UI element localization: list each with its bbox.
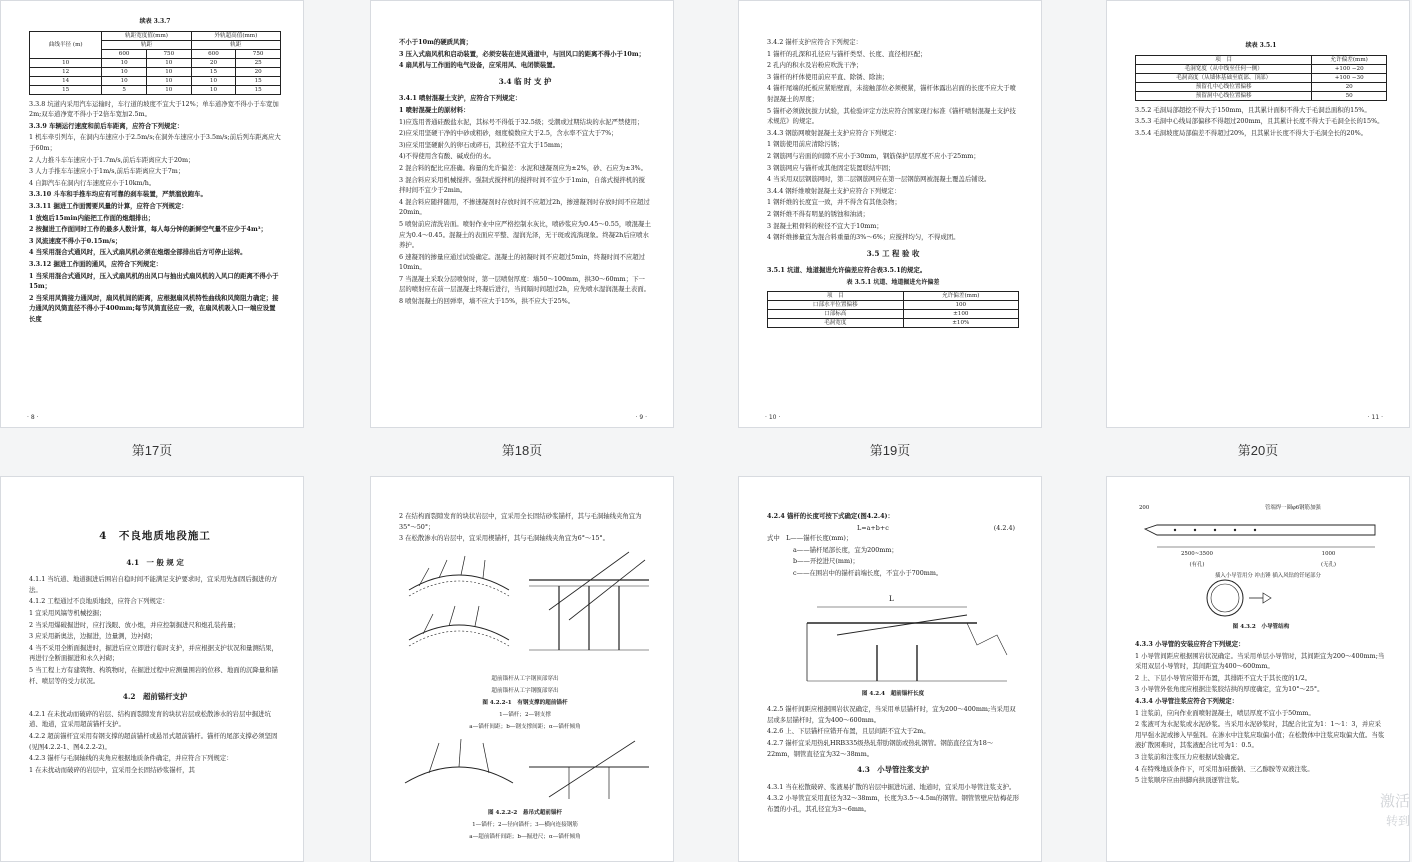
paragraph: 3 钢筋网应与锚杆或其他固定装置联结牢固； — [767, 163, 895, 172]
figure-note: 1—锚杆；2—钢支撑 — [499, 712, 551, 719]
table-cell: 10 — [146, 85, 191, 94]
paragraph: 3 应采用新奥法，边掘进，边量测，边衬砌； — [29, 632, 157, 641]
page-label-17[interactable]: 第17页 — [131, 443, 173, 458]
paragraph: 4.2.4 锚杆的长度可按下式确定(图4.2.4)： — [767, 512, 894, 520]
figure-label: 管端焊一圈φ6钢筋加强 — [1265, 505, 1321, 511]
paragraph: 3 风流速度不得小于0.15m/s； — [29, 236, 122, 245]
paragraph: 2 当采用爆破掘进时，应打浅眼、放小炮，并应控制掘进尺和炮孔装药量； — [29, 620, 240, 629]
figure-caption: 图 4.3.2 小导管结构 — [1232, 624, 1290, 630]
figure-sublabel: 超前锚杆从工字钢腹部穿出 — [491, 688, 559, 695]
table-cell: 15 — [236, 76, 281, 85]
table-cell: 10 — [191, 85, 236, 94]
table-cell: +100 −20 — [1312, 64, 1387, 73]
table-row — [30, 85, 281, 94]
figure-caption: 图 4.2.2-1 有钢支撑的超前锚杆 — [482, 700, 568, 707]
paragraph: 4.3.1 当在松散破碎、浆液易扩散的岩层中掘进坑道、地道时，宜采用小导管注浆支护。 — [767, 782, 1016, 791]
figure-4-2-2-2 — [399, 737, 651, 841]
table-cell: 20 — [236, 67, 281, 76]
paragraph: 4 钢纤维掺量宜为混合料重量的3%～6%；应搅拌均匀，不得成团。 — [767, 233, 960, 242]
table-header: 允许偏差(mm) — [903, 292, 1018, 301]
paragraph: 3 在松散渗水的岩层中，宜采用楔锚杆，其与毛洞轴线夹角宜为6°～15°。 — [399, 534, 610, 543]
paragraph: 4.2.5 锚杆间距应根据围岩状况确定，当采用单层锚杆时，宜为200～400mm;当采用双层或多层锚杆时，宜为400～600mm。 — [767, 705, 1016, 724]
paragraph: 4)不得使用含有酸、碱成份的水。 — [399, 152, 496, 161]
table-cell: 12 — [30, 67, 102, 76]
paragraph: 4.2.6 上、下层锚杆应错开布置，且层间距不宜大于2m。 — [767, 727, 930, 736]
paragraph: 3.4.2 锚杆支护应符合下列规定： — [767, 38, 862, 46]
paragraph: 1 钢筋使用前应清除污锈； — [767, 140, 844, 149]
table-cell: 100 — [903, 301, 1018, 310]
table-cell: 毛洞高度（从墙体基础至底部、顶部） — [1136, 73, 1312, 82]
paragraph: 3.3.10 斗车和手推车均应有可靠的刹车装置，严禁溜放跑车。 — [29, 190, 207, 199]
table-cell: 10 — [146, 76, 191, 85]
table-row — [30, 67, 281, 76]
table-cell: 10 — [102, 58, 147, 67]
table-header: 600 — [191, 49, 236, 58]
table-cell: 口部标高 — [768, 310, 904, 319]
formula-row — [767, 523, 1019, 534]
paragraph: 2 按掘进工作面同时工作的最多人数计算，每人每分钟的新鲜空气量不应少于4m³； — [29, 225, 267, 234]
paragraph: 2 人力推斗车车速应小于1.7m/s,前后车距离应大于20m； — [29, 155, 195, 164]
paragraph: 5 当工程上方有建筑物、构筑物时，在掘进过程中应测量围岩的位移、地面的沉降量和锚杆、喷层等的受力状况。 — [29, 665, 278, 685]
paragraph: 4 当采用混合式通风时，压入式扇风机必须在炮烟全部排出后方可停止运转。 — [29, 248, 247, 257]
table-cell: 预留洞中心线位置偏移 — [1136, 91, 1312, 100]
document-page-24[interactable] — [1106, 476, 1410, 862]
figure-note: a—超前锚杆间距；b—掘进尺；α—锚杆倾角 — [469, 833, 581, 840]
paragraph: 3 锚杆的杆体使用前应平直、除锈、除油； — [767, 72, 889, 81]
paragraph: 5 喷射前应清洗岩面。喷射作业中应严格控制水灰比，喷砂浆应为0.45～0.55，喷混凝土应为0.4～0.45。混凝土的表面应平整、湿润光泽，无干斑或流淌现象。终凝2h后应喷水养护。 — [399, 219, 651, 250]
table-row — [1136, 91, 1387, 100]
paragraph: 3.5.4 毛洞坡度局部偏差不得超过20%，且其累计长度不得大于毛洞全长的20%。 — [1135, 128, 1368, 137]
table-row — [768, 310, 1019, 319]
table-cell: +100 −30 — [1312, 73, 1387, 82]
paragraph: 1 钢纤维的长度宜一致，并不得含有其他杂物； — [767, 198, 901, 207]
figure-label: 插入小导管用分 冲击锤 插入风钻的钎尾部分 — [1215, 573, 1321, 579]
table-cell: 10 — [146, 58, 191, 67]
table-header: 轨距宽度值(mm) — [102, 31, 191, 40]
document-page-20[interactable] — [1106, 0, 1410, 428]
page-label-19[interactable]: 第19页 — [869, 443, 911, 458]
table-cell: 10 — [102, 76, 147, 85]
table-title: 续表 3.3.7 — [139, 18, 171, 25]
document-page-19[interactable] — [738, 0, 1042, 428]
table-title: 表 3.5.1 坑道、地道掘进允许偏差 — [846, 278, 940, 286]
page-label-20[interactable]: 第20页 — [1237, 443, 1279, 458]
table-cell: 口部水平位置偏移 — [768, 301, 904, 310]
document-page-21[interactable] — [0, 476, 304, 862]
page-number: · 10 · — [765, 414, 781, 421]
table-title: 续表 3.5.1 — [1245, 42, 1277, 49]
definition: a——锚杆尾部长度，宜为200mm； — [793, 545, 898, 554]
table-cell: ±100 — [903, 310, 1018, 319]
paragraph: 4.2.3 锚杆与毛洞轴线的夹角应根据地质条件确定，并应符合下列规定： — [29, 754, 233, 763]
document-page-23[interactable] — [738, 476, 1042, 862]
paragraph: 1 喷射混凝土的原材料： — [399, 105, 470, 114]
anchor-length-drawing — [767, 585, 1021, 685]
paragraph: 6 速凝剂的掺量应通过试验确定。混凝土的初凝时间不应超过5min，终凝时间不应超过10min。 — [399, 252, 646, 272]
paragraph: 3.4.4 钢纤维喷射混凝土支护应符合下列规定： — [767, 186, 901, 195]
table-header: 750 — [236, 49, 281, 58]
table-header: 轨距 — [102, 40, 191, 49]
paragraph: 2 钢纤维不得有明显的锈蚀和油渍； — [767, 209, 869, 218]
paragraph: 4 混合料应随拌随用，不掺速凝剂时存放时间不应超过2h，掺速凝剂时存放时间不应超过20min。 — [399, 197, 650, 217]
table-header: 允许偏差(mm) — [1312, 55, 1387, 64]
activation-watermark — [1380, 791, 1410, 831]
table-row — [1136, 82, 1387, 91]
paragraph: 1 宜采用风镐等机械挖掘； — [29, 608, 106, 617]
watermark-line: 激活 — [1379, 792, 1410, 810]
figure-4-2-2-1 — [399, 550, 651, 732]
paragraph: 7 当混凝土采取分层喷射时，第一层喷射厚度：墙50～100mm，拱30～60mm；下一层的喷射应在前一层混凝土终凝后进行，当间隔时间超过2h，应先喷水湿润混凝土表面。 — [399, 274, 651, 294]
paragraph: 4.3.2 小导管宜采用直径为32～38mm，长度为3.5～4.5m的钢管。钢管管壁应钻梅花形布置的小孔，其孔径宜为3～6mm。 — [767, 794, 1019, 813]
paragraph: 4.3.3 小导管的安装应符合下列规定： — [1135, 640, 1245, 648]
figure-caption: 图 4.2.2-2 悬吊式超前锚杆 — [487, 809, 563, 816]
table-row — [768, 319, 1019, 328]
paragraph: 3.3.11 掘进工作面需要风量的计算，应符合下列规定： — [29, 201, 188, 210]
paragraph: 5 锚杆必须做抗拔力试验，其检验评定方法应符合国家现行标准《锚杆喷射混凝土支护技术规范》的规定。 — [767, 106, 1016, 126]
table-cell: 5 — [102, 85, 147, 94]
paragraph: 3.4.3 钢筋网喷射混凝土支护应符合下列规定： — [767, 128, 901, 137]
paragraph: 1 在未扰动而破碎的岩层中，宜采用全长固结砂浆锚杆，其 — [29, 765, 195, 774]
paragraph: 1)应选用普通硅酸盐水泥，其标号不得低于32.5级；受潮或过期结块的水泥严禁使用； — [399, 117, 644, 126]
table-cell: 15 — [191, 67, 236, 76]
paragraph: 3 混合料应采用机械搅拌。强制式搅拌机的搅拌时间不宜少于1min，自落式搅拌机的搅拌时间不宜少于2min。 — [399, 175, 646, 195]
paragraph: 3)应采用坚硬耐久的卵石或碎石，其粒径不宜大于15mm； — [399, 140, 567, 149]
paragraph: 3.3.9 车辆运行速度和前后车距离，应符合下列规定： — [29, 121, 184, 130]
paragraph: 4 扇风机与工作面的电气设备，应采用风、电闭锁装置。 — [399, 61, 560, 70]
paragraph: 4.2.7 锚杆宜采用热轧HRB335级热轧带肋钢筋或热轧钢管。钢筋直径宜为18～22mm，钢管直径宜为32～38mm。 — [767, 738, 994, 758]
paragraph: 1 锚杆的孔深和孔径应与锚杆类型、长度、直径相匹配； — [767, 49, 927, 58]
section-heading: 3.4 临 时 支 护 — [498, 76, 552, 86]
table-header: 项 目 — [768, 292, 904, 301]
dim-label — [1181, 549, 1213, 570]
page-number: · 11 · — [1367, 414, 1383, 421]
paragraph: 4 自卸汽车在洞内行车速度应小于10km/h。 — [29, 178, 156, 187]
figure-4-3-2 — [1135, 503, 1387, 633]
table-header: 750 — [146, 49, 191, 58]
page-number: · 8 · — [27, 414, 39, 421]
paragraph: 5 注浆顺序应由拱脚向拱顶逐管注浆。 — [1135, 776, 1244, 785]
paragraph: 2 在结构面裂隙发育的块状岩层中，宜采用全长固结砂浆锚杆，其与毛洞轴线夹角宜为35°～50°； — [399, 512, 642, 531]
formula: L=a+b+c — [857, 523, 889, 532]
paragraph: 2 孔内的积水及岩粉应吹洗干净； — [767, 61, 863, 70]
definition: b——开挖进尺(mm)； — [793, 557, 859, 566]
paragraph: 1 机车牵引列车，在洞内车速应小于2.5m/s;在洞外车速应小于3.5m/s;前后列车距离应大于60m； — [29, 133, 281, 152]
paragraph: 4.1.2 工程通过不良地质地段，应符合下列规定： — [29, 597, 169, 606]
paragraph: 3.3.8 坑道内采用汽车运输时，车行道的坡度不宜大于12%；单车道净宽不得小于车宽加2m;双车道净宽不得小于2倍车宽加2.5m。 — [29, 99, 279, 119]
table-cell: ±10% — [903, 319, 1018, 328]
paragraph: 3.4.1 喷射混凝土支护，应符合下列规定： — [399, 94, 522, 103]
page-label-18[interactable]: 第18页 — [501, 443, 543, 458]
table-cell: 20 — [1312, 82, 1387, 91]
paragraph: 4 锚杆尾端的托板应紧贴壁面，未接触部位必须楔紧，锚杆体露出岩面的长度不应大于喷射混凝土的厚度； — [767, 84, 1016, 103]
paragraph: 1 放炮后15min内能把工作面的炮烟排出； — [29, 213, 155, 222]
definition: c——在围岩中的锚杆前端长度，不宜小于700mm。 — [793, 568, 943, 577]
table-header: 600 — [102, 49, 147, 58]
curve-table — [29, 31, 281, 95]
table-cell: 10 — [191, 76, 236, 85]
section-heading: 4.1 一 般 规 定 — [126, 557, 184, 567]
table-cell: 50 — [1312, 91, 1387, 100]
small-pipe-drawing — [1135, 503, 1389, 633]
table-header: 项 目 — [1136, 55, 1312, 64]
paragraph: 4 在特殊地质条件下，可采用加硅酸钠、三乙醇胺等双液注浆。 — [1135, 764, 1314, 773]
paragraph: 1 当采用混合式通风时，压入式扇风机的出风口与抽出式扇风机的入风口的距离不得小于15m； — [29, 271, 279, 291]
section-heading: 4.3 小导管注浆支护 — [857, 765, 929, 775]
dim-label-l: L — [889, 594, 894, 603]
table-row — [30, 58, 281, 67]
paragraph: 2 浆液可为水泥浆或水泥砂浆。当采用水泥砂浆时，其配合比宜为1：1～1：3，并应采用早强水泥或掺入早强剂。在渗水中注浆应取偏小值；在松散体中注浆应取偏大值。当浆液扩散困难时，其浆液配合比可为1：0.5。 — [1135, 720, 1385, 750]
paragraph: 4.1.1 当坑道、地道掘进后围岩自稳时间不能满足支护要求时，宜采用先加固后掘进的方法。 — [29, 575, 278, 594]
figure-sublabel: 超前锚杆从工字钢顶部穿出 — [491, 676, 559, 683]
suspended-anchor-drawing — [399, 737, 653, 803]
figure-caption: 图 4.2.4 超前锚杆长度 — [861, 691, 925, 698]
deviation-table-continued — [1135, 55, 1387, 101]
table-row — [1136, 64, 1387, 73]
paragraph: 3 压入式扇风机和启动装置，必须安装在进风通道中，与回风口的距离不得小于10m； — [399, 49, 645, 58]
table-cell: 预留孔中心线位置偏移 — [1136, 82, 1312, 91]
paragraph: 2)应采用坚硬干净的中砂或粗砂，细度模数应大于2.5，含水率不宜大于7%； — [399, 129, 618, 138]
definition: 式中 L——锚杆长度(mm)； — [767, 534, 853, 543]
paragraph: 3 人力手推车车速应小于1m/s,前后车距离应大于7m； — [29, 167, 185, 176]
paragraph: 2 上、下层小导管应错开布置，其排距不宜大于其长度的1/2。 — [1135, 673, 1312, 682]
section-heading: 3.5 工 程 验 收 — [866, 248, 920, 258]
document-page-18[interactable] — [370, 0, 674, 428]
paragraph: 2 当采用风筒接力通风时，扇风机间的距离，应根据扇风机特性曲线和风筒阻力确定；接力通风的风筒直径不得小于400mm;每节风筒直径应一致，在扇风机吸入口一端应设置长度 — [29, 293, 279, 323]
paragraph: 3.3.12 掘进工作面的通风，应符合下列规定： — [29, 259, 163, 268]
paragraph: 1 注浆前，应向作业面喷射混凝土，喷层厚度不宜小于50mm。 — [1135, 708, 1315, 717]
paragraph: 4.3.4 小导管注浆应符合下列规定： — [1135, 696, 1239, 705]
watermark-line: 转到 — [1385, 814, 1410, 828]
section-heading: 4.2 超前锚杆支护 — [122, 692, 188, 702]
table-cell: 14 — [30, 76, 102, 85]
page-number: · 9 · — [635, 414, 647, 421]
paragraph: 3.5.3 毛洞中心线局部偏移不得超过200mm，且其累计长度不得大于毛洞全长的15%。 — [1135, 117, 1384, 126]
deviation-table — [767, 291, 1019, 328]
figure-note: a—锚杆间距；b—钢支撑间距；α—锚杆倾角 — [469, 724, 581, 731]
paragraph: 3.5.1 坑道、地道掘进允许偏差应符合表3.5.1的规定。 — [767, 266, 927, 275]
paragraph: 2 钢筋网与岩面的间隙不应小于30mm，钢筋保护层厚度不应小于25mm； — [767, 151, 980, 160]
dim-label — [1321, 549, 1336, 570]
paragraph: 不小于10m的硬质风筒； — [399, 38, 473, 46]
table-cell: 毛洞宽度（从中线至任何一侧） — [1136, 64, 1312, 73]
dim-value: 2500~3500 — [1181, 551, 1213, 557]
formula-number: (4.2.4) — [993, 523, 1015, 532]
table-cell: 10 — [102, 67, 147, 76]
table-header: 轨距 — [191, 40, 280, 49]
paragraph: 4 当不采用全断面掘进时，掘进后应立即进行临时支护，并应根据支护状况和量测结果，再进行全断面掘进和永久衬砌； — [29, 643, 278, 663]
paragraph: 3.5.2 毛洞局部超挖不得大于150mm，且其累计面积不得大于毛洞总面积的15%。 — [1135, 105, 1371, 114]
anchor-figure-drawing — [399, 550, 653, 670]
table-cell: 毛洞宽度 — [768, 319, 904, 328]
document-page-22[interactable] — [370, 476, 674, 862]
paragraph: 3 注浆前和注浆压力应根据试验确定。 — [1135, 752, 1244, 761]
paragraph: 4.2.1 在未扰动而破碎的岩层、结构面裂隙发育的块状岩层或松散渗水的岩层中掘进坑道、地道，宜采用超前锚杆支护。 — [29, 709, 271, 729]
paragraph: 8 喷射混凝土的回弹率，墙不应大于15%，拱不应大于25%。 — [399, 297, 575, 306]
dim-value: 1000 — [1321, 551, 1336, 557]
table-cell: 20 — [191, 58, 236, 67]
table-cell: 10 — [30, 58, 102, 67]
paragraph: 1 小导管间距应根据围岩状况确定。当采用单层小导管时，其间距宜为200～400mm;当采用双层小导管时，其间距宜为400～600mm。 — [1135, 651, 1385, 671]
table-header: 曲线半径 (m) — [30, 31, 102, 58]
paragraph: 4.2.2 超前锚杆宜采用有钢支撑的超前锚杆或悬吊式超前锚杆。锚杆的尾部支撑必须坚固(见图4.2.2-1、图4.2.2-2)。 — [29, 731, 278, 751]
table-cell: 15 — [236, 85, 281, 94]
paragraph: 4 当采用双层钢筋网时，第二层钢筋网应在第一层钢筋网被混凝土覆盖后铺设。 — [767, 175, 991, 184]
dim-note: (无孔) — [1321, 561, 1336, 568]
paragraph: 3 小导管外张角度应根据注浆胶结拱的厚度确定，宜为10°～25°。 — [1135, 685, 1324, 694]
table-cell: 15 — [30, 85, 102, 94]
dim-label: 200 — [1139, 505, 1150, 511]
table-row — [1136, 73, 1387, 82]
figure-4-2-4 — [767, 585, 1019, 699]
table-header: 外轨超高值(mm) — [191, 31, 280, 40]
table-cell: 10 — [146, 67, 191, 76]
figure-note: 1—锚杆；2—径向锚杆；3—横向连接钢筋 — [472, 821, 578, 828]
paragraph: 3 混凝土粗骨料的粒径不宜大于10mm； — [767, 221, 883, 230]
dim-note: (有孔) — [1189, 561, 1205, 568]
document-page-17[interactable] — [0, 0, 304, 428]
table-row — [30, 76, 281, 85]
table-cell: 25 — [236, 58, 281, 67]
chapter-title: 4 不良地质地段施工 — [99, 530, 211, 542]
table-row — [768, 301, 1019, 310]
paragraph: 2 混合料的配比应准确。称量的允许偏差：水泥和速凝剂应为±2%，砂、石应为±3%。 — [399, 163, 647, 172]
